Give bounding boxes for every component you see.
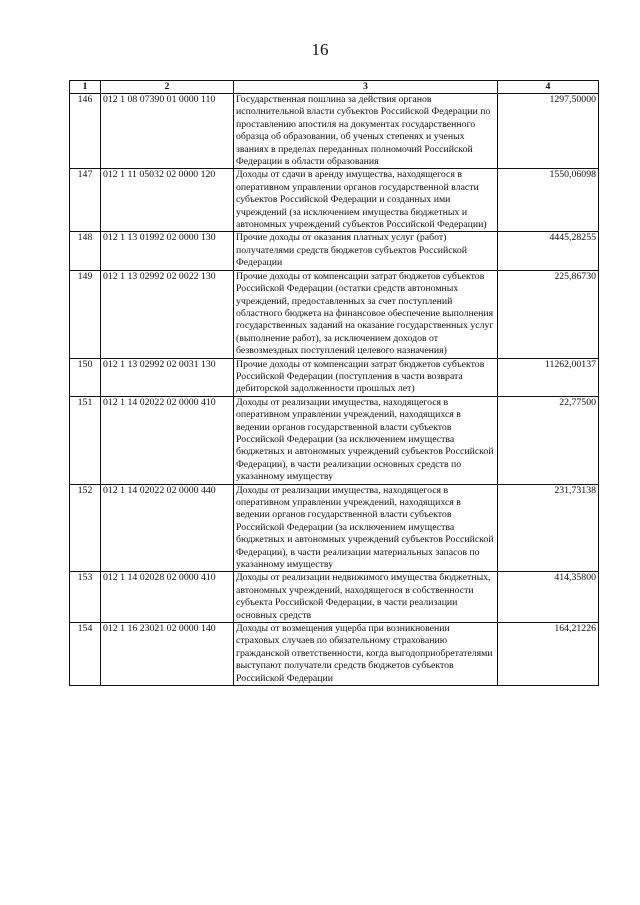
revenue-amount: 4445,28255: [498, 232, 599, 270]
revenue-code: 012 1 14 02022 02 0000 440: [101, 484, 234, 572]
table-row: [70, 572, 599, 623]
revenue-amount: 414,35800: [498, 572, 599, 623]
revenue-amount: 11262,00137: [498, 358, 599, 396]
revenue-description: Доходы от возмещения ущерба при возникновении страховых случаев по обязательному страхованию гражданской ответственности, когда выгодоприобретателями выступают получатели средств бюджетов субъектов Российской Федерации: [234, 623, 498, 686]
row-number: 149: [70, 270, 101, 358]
table-row: [70, 270, 599, 358]
row-number: 151: [70, 396, 101, 484]
revenue-code: 012 1 11 05032 02 0000 120: [101, 169, 234, 232]
header-col-4: 4: [498, 81, 599, 94]
revenue-description: Прочие доходы от оказания платных услуг (работ) получателями средств бюджетов субъектов Российской Федерации: [234, 232, 498, 270]
revenue-description: Прочие доходы от компенсации затрат бюджетов субъектов Российской Федерации (поступления в части возврата дебиторской задолженности прошлых лет): [234, 358, 498, 396]
revenue-code: 012 1 13 02992 02 0031 130: [101, 358, 234, 396]
revenue-description: Доходы от реализации имущества, находящегося в оперативном управлении учреждений, находящихся в ведении органов государственной власти субъектов Российской Федерации (за исключением имущества бюджетных и автономных учреждений субъектов Российской Федерации), в части реализации материальных запасов по указанному имуществу: [234, 484, 498, 572]
header-col-3: 3: [234, 81, 498, 94]
revenue-description: Государственная пошлина за действия органов исполнительной власти субъектов Российской Федерации по проставлению апостиля на документах государственного образца об образовании, об ученых степенях и ученых званиях в пределах переданных полномочий Российской Федерации в области образования: [234, 94, 498, 169]
revenue-description: Прочие доходы от компенсации затрат бюджетов субъектов Российской Федерации (остатки средств автономных учреждений, предоставленных за счет поступлений областного бюджета на финансовое обеспечение выполнения государственных заданий на оказание государственных услуг (выполнение работ), за исключением доходов от безвозмездных поступлений целевого назначения): [234, 270, 498, 358]
revenue-amount: 225,86730: [498, 270, 599, 358]
header-col-2: 2: [101, 81, 234, 94]
revenue-description: Доходы от реализации имущества, находящегося в оперативном управлении учреждений, находящихся в ведении органов государственной власти субъектов Российской Федерации (за исключением имущества бюджетных и автономных учреждений субъектов Российской Федерации), в части реализации основных средств по указанному имуществу: [234, 396, 498, 484]
table-header-row: [70, 81, 599, 94]
header-col-1: 1: [70, 81, 101, 94]
revenue-code: 012 1 08 07390 01 0000 110: [101, 94, 234, 169]
revenue-table: [69, 80, 599, 686]
revenue-amount: 164,21226: [498, 623, 599, 686]
revenue-amount: 22,77500: [498, 396, 599, 484]
table-row: [70, 94, 599, 169]
row-number: 148: [70, 232, 101, 270]
revenue-amount: 231,73138: [498, 484, 599, 572]
revenue-code: 012 1 14 02028 02 0000 410: [101, 572, 234, 623]
page-number: 16: [311, 40, 329, 59]
table-row: [70, 358, 599, 396]
row-number: 150: [70, 358, 101, 396]
revenue-description: Доходы от реализации недвижимого имущества бюджетных, автономных учреждений, находящегося в собственности субъекта Российской Федерации, в части реализации основных средств: [234, 572, 498, 623]
row-number: 154: [70, 623, 101, 686]
row-number: 146: [70, 94, 101, 169]
table-row: [70, 232, 599, 270]
revenue-amount: 1550,06098: [498, 169, 599, 232]
revenue-code: 012 1 14 02022 02 0000 410: [101, 396, 234, 484]
table-row: [70, 396, 599, 484]
revenue-description: Доходы от сдачи в аренду имущества, находящегося в оперативном управлении органов государственной власти субъектов Российской Федерации и созданных ими учреждений (за исключением имущества бюджетных и автономных учреждений субъектов Российской Федерации): [234, 169, 498, 232]
row-number: 147: [70, 169, 101, 232]
revenue-code: 012 1 13 01992 02 0000 130: [101, 232, 234, 270]
table-row: [70, 169, 599, 232]
table-row: [70, 484, 599, 572]
revenue-code: 012 1 13 02992 02 0022 130: [101, 270, 234, 358]
row-number: 153: [70, 572, 101, 623]
revenue-amount: 1297,50000: [498, 94, 599, 169]
table-row: [70, 623, 599, 686]
row-number: 152: [70, 484, 101, 572]
revenue-code: 012 1 16 23021 02 0000 140: [101, 623, 234, 686]
